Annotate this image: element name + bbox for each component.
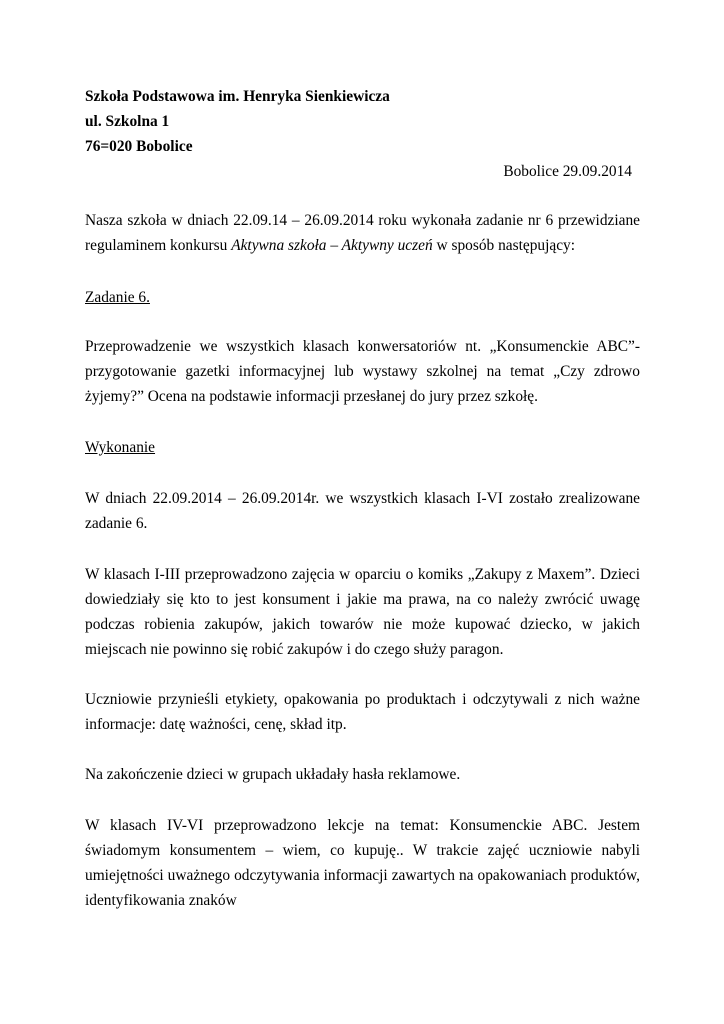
school-street: ul. Szkolna 1 — [85, 113, 170, 130]
intro-paragraph — [85, 208, 640, 258]
date-line: Bobolice 29.09.2014 — [503, 163, 632, 180]
intro-text-1: Nasza szkoła w dniach 22.09.14 – 26.09.2014 roku wykonała zadanie nr 6 przewidziane regulaminem konkursu — [85, 212, 640, 254]
contest-name: Aktywna szkoła – Aktywny uczeń — [231, 237, 433, 254]
intro-text-2: w sposób następujący: — [432, 237, 575, 254]
task-description: Przeprowadzenie we wszystkich klasach konwersatoriów nt. „Konsumenckie ABC”- przygotowanie gazetki informacyjnej lub wystawy szkolnej na temat „Czy zdrowo żyjemy?” Ocena na podstawie informacji przesłanej do jury przez szkołę. — [85, 338, 640, 405]
execution-paragraph-5: W klasach IV-VI przeprowadzono lekcje na temat: Konsumenckie ABC. Jestem świadomym konsumentem – wiem, co kupuję.. W trakcie zajęć uczniowie nabyli umiejętności uważnego odczytywania informacji zawartych na opakowaniach produktów, identyfikowania znaków — [85, 817, 640, 909]
execution-paragraph-2: W klasach I-III przeprowadzono zajęcia w oparciu o komiks „Zakupy z Maxem”. Dzieci dowiedziały się kto to jest konsument i jakie ma prawa, na co należy zwrócić uwagę podczas robienia zakupów, jakich towarów nie może kupować dziecko, w jakich miejscach nie powinno się robić zakupów i do czego służy paragon. — [85, 566, 640, 658]
execution-paragraph-3: Uczniowie przynieśli etykiety, opakowania po produktach i odczytywali z nich ważne informacje: datę ważności, cenę, skład itp. — [85, 691, 640, 733]
execution-heading: Wykonanie — [85, 439, 156, 456]
task-heading: Zadanie 6. — [85, 289, 150, 306]
execution-paragraph-1: W dniach 22.09.2014 – 26.09.2014r. we wszystkich klasach I-VI zostało zrealizowane zadanie 6. — [85, 490, 640, 532]
school-city: 76=020 Bobolice — [85, 138, 193, 155]
school-name: Szkoła Podstawowa im. Henryka Sienkiewicza — [85, 88, 390, 105]
execution-paragraph-4: Na zakończenie dzieci w grupach układały hasła reklamowe. — [85, 766, 461, 783]
